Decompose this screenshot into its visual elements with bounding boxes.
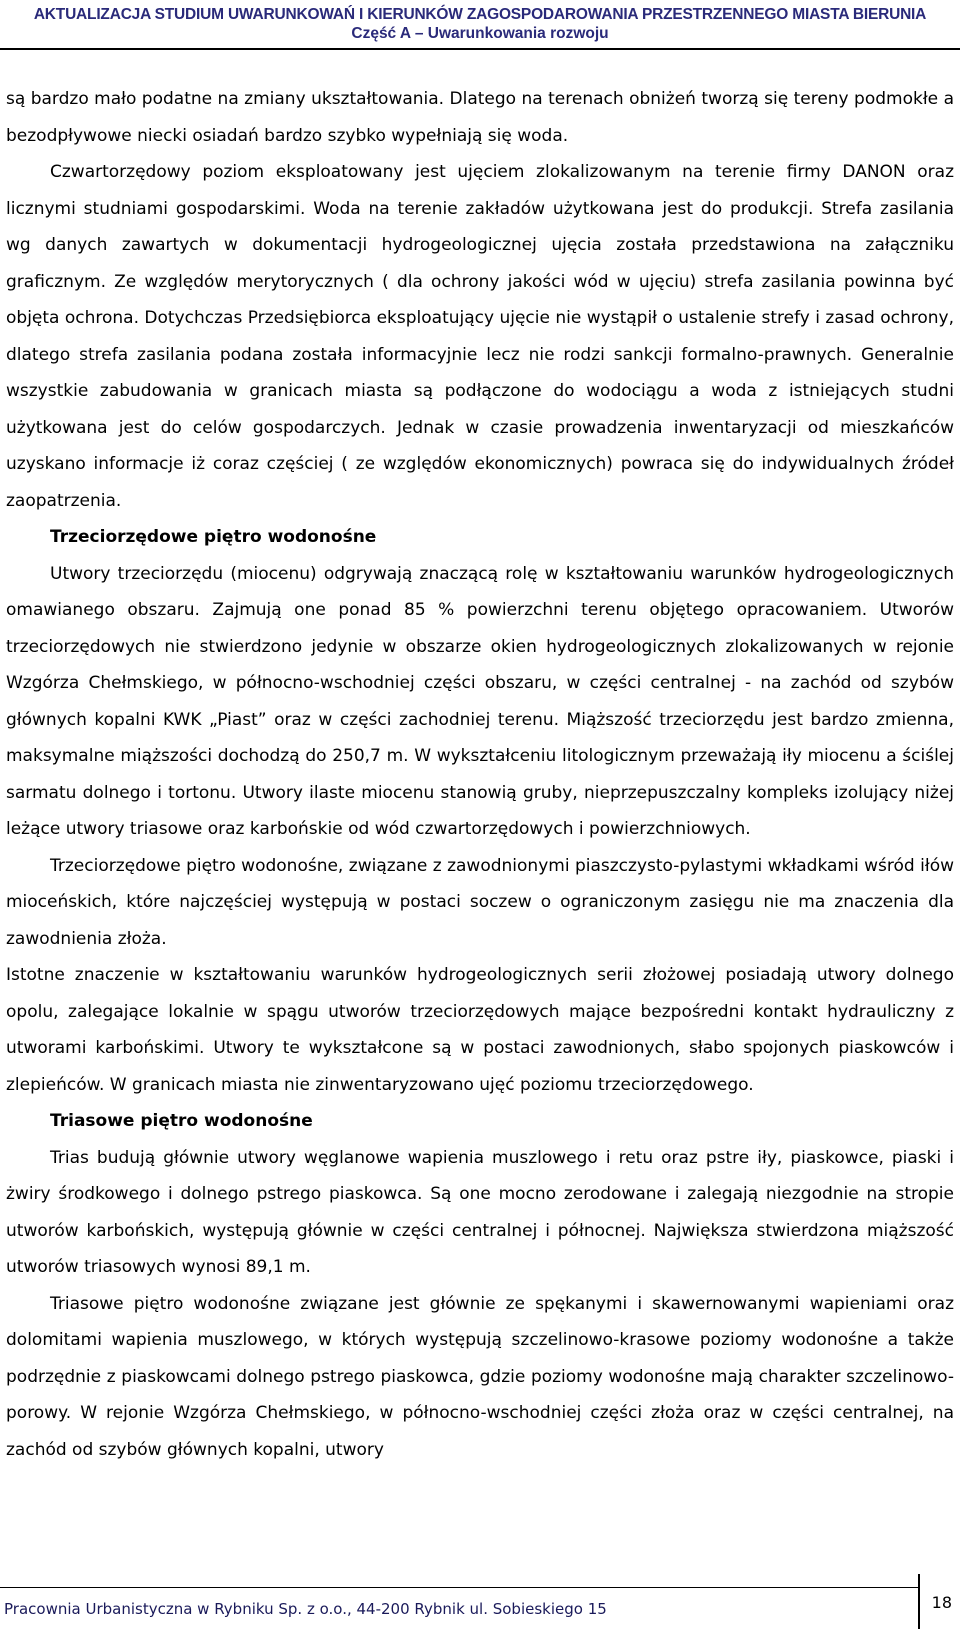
header-divider — [0, 48, 960, 50]
paragraph-6: Trias budują głównie utwory węglanowe wapienia muszlowego i retu oraz pstre iły, piaskowce, piaski i żwiry środkowego i dolnego pstrego piaskowca. Są one mocno zerodowane i zalegają niezgodnie na stropie utworów karbońskich, występują głównie w części centralnej i północnej. Największa stwierdzona miąższość utworów triasowych wynosi 89,1 m. — [6, 1147, 954, 1277]
document-body — [6, 81, 954, 1468]
paragraph-2: Czwartorzędowy poziom eksploatowany jest ujęciem zlokalizowanym na terenie firmy DANON oraz licznymi studniami gospodarskimi. Woda na terenie zakładów użytkowana jest do produkcji. Strefa zasilania wg danych zawartych w dokumentacji hydrogeologicznej ujęcia została przedstawiona na załączniku graficznym. Ze względów merytorycznych ( dla ochrony jakości wód w ujęciu) strefa zasilania powinna być objęta ochrona. Dotychczas Przedsiębiorca eksploatujący ujęcie nie wystąpił o ustalenie strefy i zasad ochrony, dlatego strefa zasilania podana została informacyjnie lecz nie rodzi sankcji formalno-prawnych. Generalnie wszystkie zabudowania w granicach miasta są podłączone do wodociągu a woda z istniejących studni użytkowana jest do celów gospodarczych. Jednak w czasie prowadzenia inwentaryzacji od mieszkańców uzyskano informacje iż coraz częściej ( ze względów ekonomicznych) powraca się do indywidualnych źródeł zaopatrzenia. — [6, 162, 954, 511]
paragraph-1: są bardzo mało podatne na zmiany ukształtowania. Dlatego na terenach obniżeń tworzą się tereny podmokłe a bezodpływowe niecki osiadań bardzo szybko wypełniają się woda. — [6, 89, 954, 146]
page-number-divider — [918, 1574, 920, 1629]
paragraph-5: Istotne znaczenie w kształtowaniu warunków hydrogeologicznych serii złożowej posiadają utwory dolnego opolu, zalegające lokalnie w spągu utworów trzeciorzędowych mające bezpośredni kontakt hydrauliczny z utworami karbońskimi. Utwory te wykształcone są w postaci zawodnionych, słabo spojonych piaskowców i zlepieńców. W granicach miasta nie zinwentaryzowano ujęć poziomu trzeciorzędowego. — [6, 965, 954, 1095]
page-number: 18 — [931, 1593, 952, 1612]
section-heading-tertiary: Trzeciorzędowe piętro wodonośne — [50, 527, 377, 547]
footer-address: Pracownia Urbanistyczna w Rybniku Sp. z o.o., 44-200 Rybnik ul. Sobieskiego 15 — [4, 1600, 607, 1618]
footer-divider — [0, 1587, 918, 1588]
section-heading-triassic: Triasowe piętro wodonośne — [50, 1111, 313, 1131]
paragraph-3: Utwory trzeciorzędu (miocenu) odgrywają znaczącą rolę w kształtowaniu warunków hydrogeologicznych omawianego obszaru. Zajmują one ponad 85 % powierzchni terenu objętego opracowaniem. Utworów trzeciorzędowych nie stwierdzono jedynie w obszarze okien hydrogeologicznych zlokalizowanych w rejonie Wzgórza Chełmskiego, w północno-wschodniej części obszaru, w części centralnej - na zachód od szybów głównych kopalni KWK „Piast” oraz w części zachodniej terenu. Miąższość trzeciorzędu jest bardzo zmienna, maksymalne miąższości dochodzą do 250,7 m. W wykształceniu litologicznym przeważają iły miocenu a ściślej sarmatu dolnego i tortonu. Utwory ilaste miocenu stanowią gruby, nieprzepuszczalny kompleks izolujący niżej leżące utwory triasowe oraz karbońskie od wód czwartorzędowych i powierzchniowych. — [6, 563, 954, 839]
document-title: AKTUALIZACJA STUDIUM UWARUNKOWAŃ I KIERUNKÓW ZAGOSPODAROWANIA PRZESTRZENNEGO MIASTA BIERUNIA — [33, 6, 927, 23]
paragraph-4: Trzeciorzędowe piętro wodonośne, związane z zawodnionymi piaszczysto-pylastymi wkładkami wśród iłów mioceńskich, które najczęściej występują w postaci soczew o ograniczonym zasięgu nie ma znaczenia dla zawodnienia złoża. — [6, 855, 954, 949]
page-header — [0, 0, 960, 54]
document-section: Część A – Uwarunkowania rozwoju — [351, 25, 609, 42]
paragraph-7: Triasowe piętro wodonośne związane jest głównie ze spękanymi i skawernowanymi wapieniami oraz dolomitami wapienia muszlowego, w których występują szczelinowo-krasowe poziomy wodonośne a także podrzędnie z piaskowcami dolnego pstrego piaskowca, gdzie poziomy wodonośne mają charakter szczelinowo-porowy. W rejonie Wzgórza Chełmskiego, w północno-wschodniej części złoża oraz w części centralnej, na zachód od szybów głównych kopalni, utwory — [6, 1293, 954, 1460]
